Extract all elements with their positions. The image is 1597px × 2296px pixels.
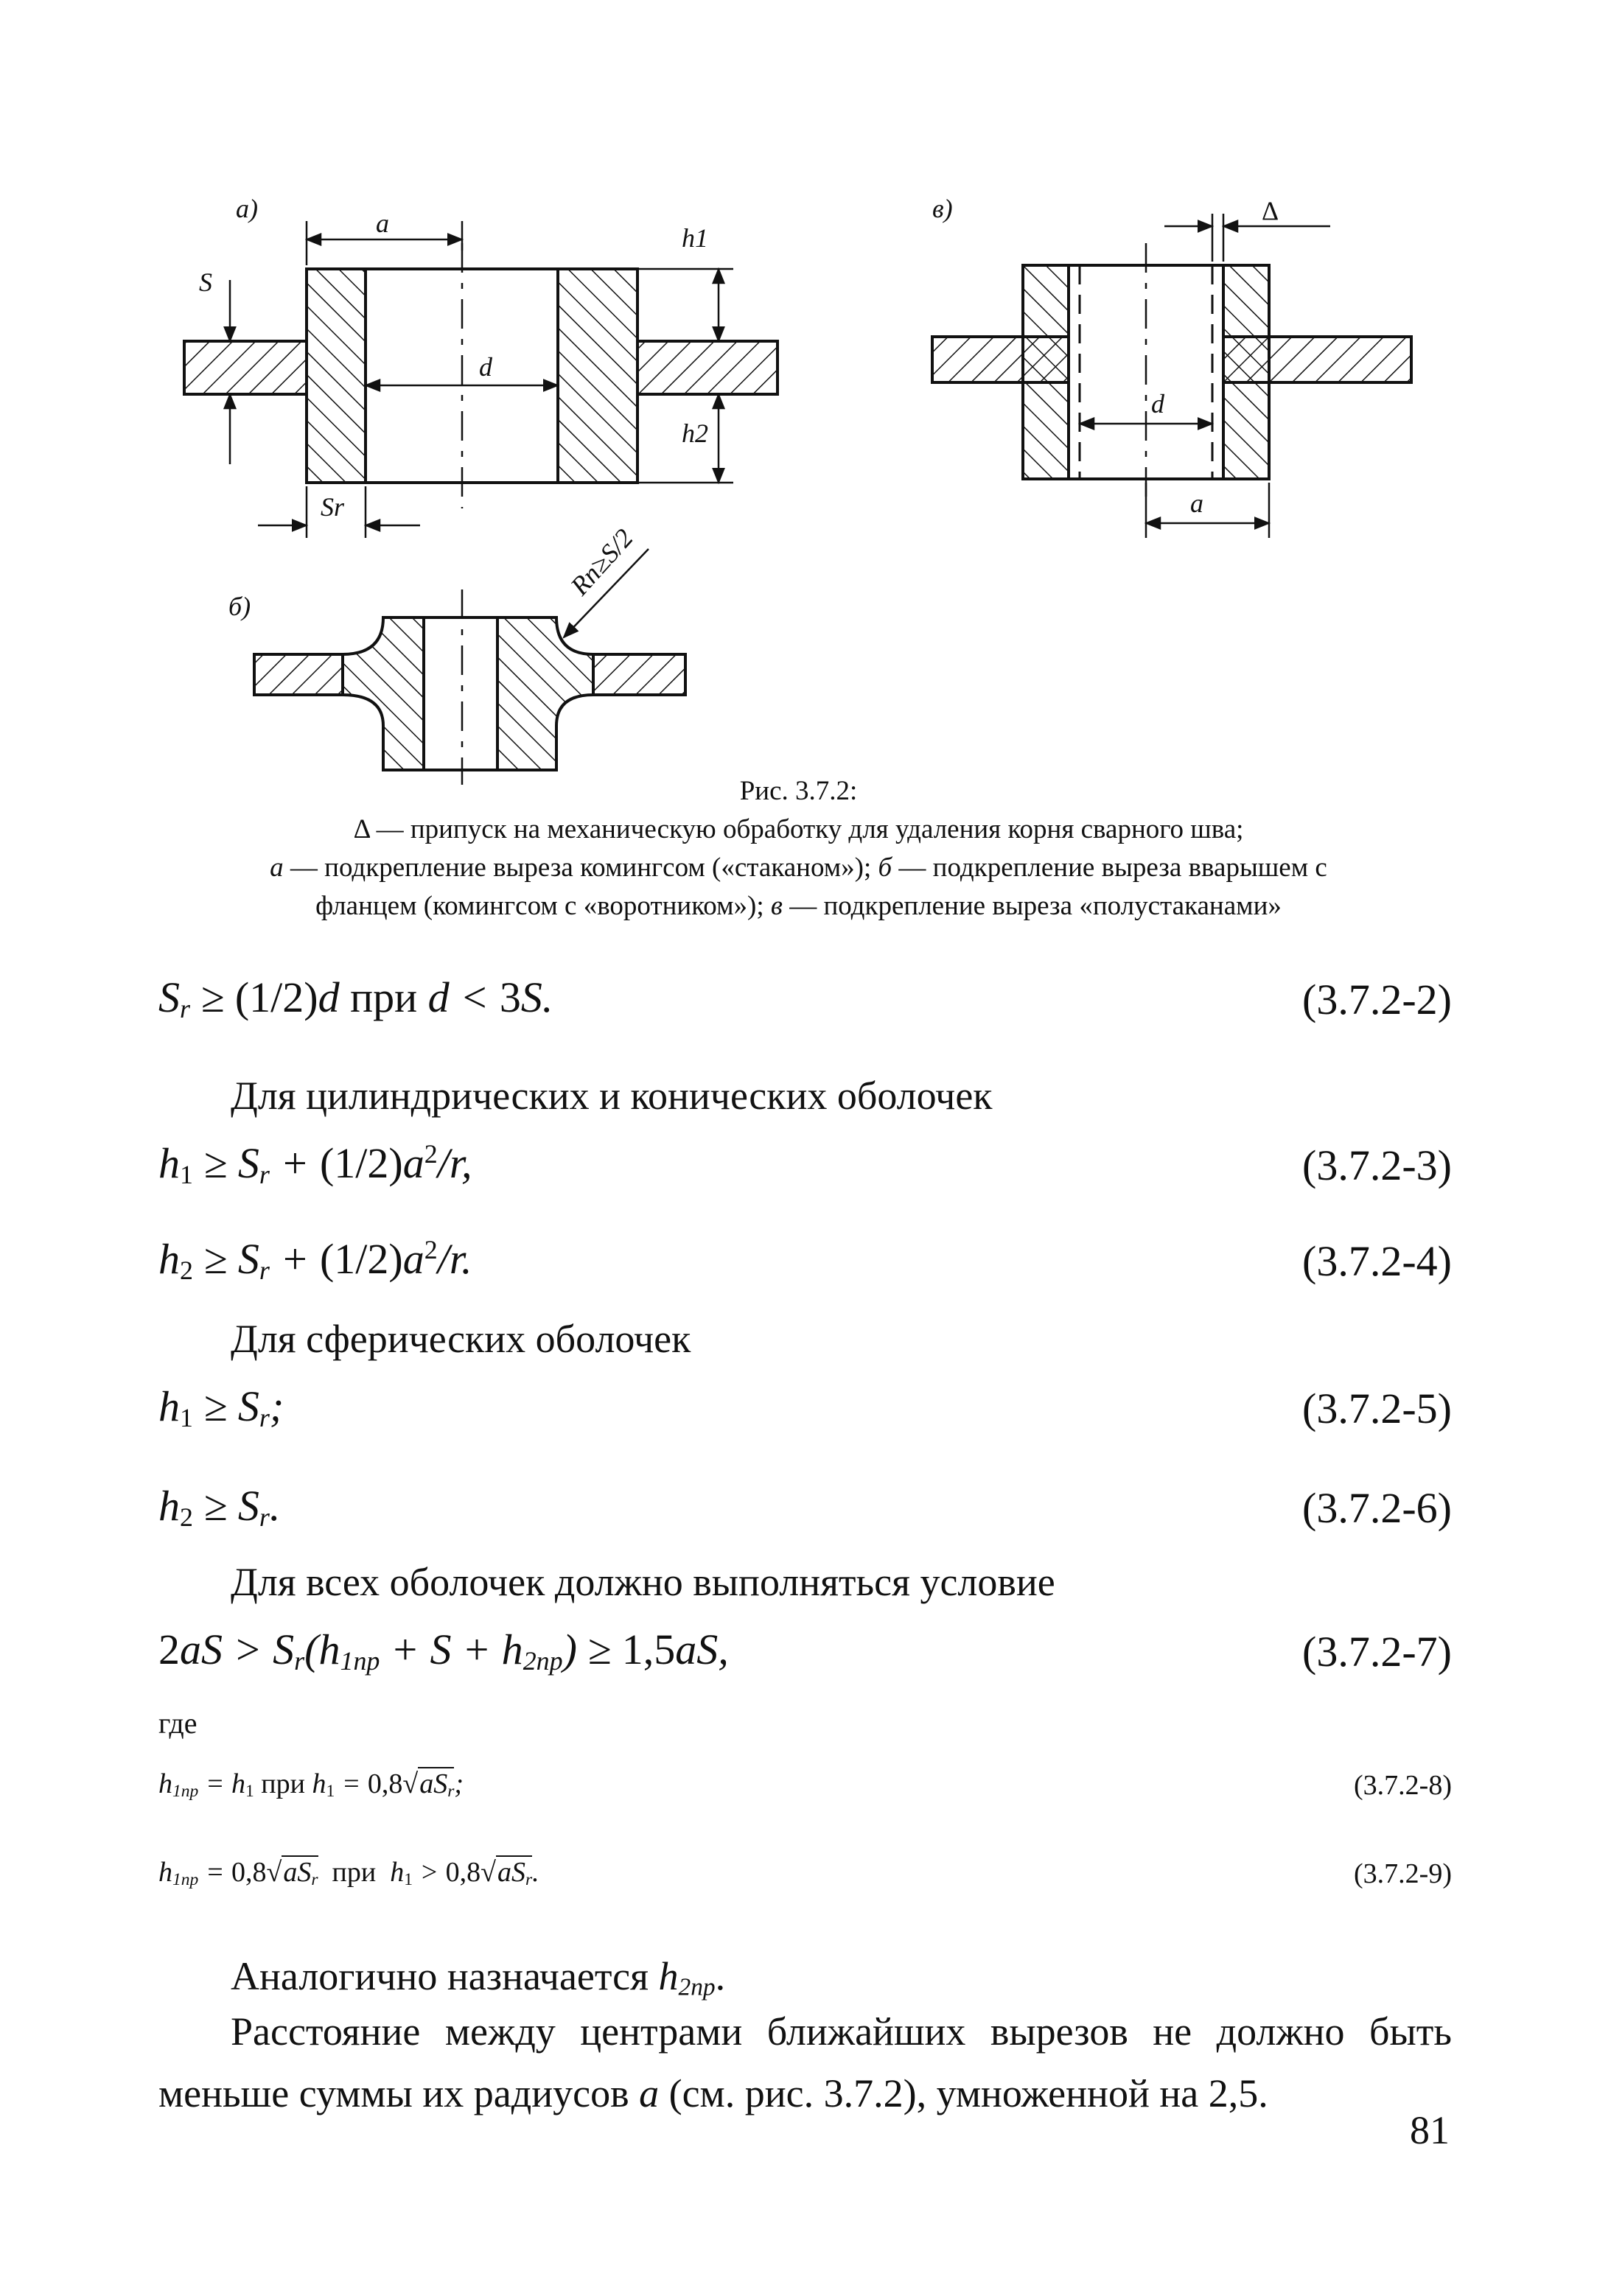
text-all-shells: Для всех оболочек должно выполняться условие: [231, 1560, 1055, 1604]
equation-3-7-2-5: $h_1 \ge S_r$; (3.7.2-5): [158, 1382, 1452, 1432]
figure-3-7-2: [0, 0, 1597, 825]
caption-line-1: Δ — припуск на механическую обработку для удаления корня сварного шва;: [353, 814, 1244, 844]
panel-a-dim-S: S: [199, 267, 212, 297]
caption-line-2: а — подкрепление выреза комингсом («стаканом»); б — подкрепление выреза вварышем с: [270, 853, 1327, 883]
panel-b-drawing: [254, 549, 685, 785]
panel-a-dim-a: a: [376, 209, 389, 238]
panel-v-drawing: [932, 214, 1411, 538]
equation-3-7-2-9: $h_{1пр} = 0,8√aS_r$ при $h_1 > 0,8√aS_r$. (3.7.2-9): [158, 1856, 1452, 1889]
equation-3-7-2-6: $h_2 \ge S_r$. (3.7.2-6): [158, 1482, 1452, 1532]
equation-3-7-2-3: $h_1 \ge S_r + (1/2)a^2/r$, (3.7.2-3): [158, 1139, 1452, 1189]
figure-caption: [147, 772, 1450, 925]
panel-v-dim-d: d: [1151, 389, 1164, 419]
text-distance: Расстояние между центрами ближайших вырезов не должно быть меньше суммы их радиусов а (см. рис. 3.7.2), умноженной на 2,5.: [158, 2009, 1452, 2115]
equation-3-7-2-4: $h_2 \ge S_r + (1/2)a^2/r$. (3.7.2-4): [158, 1235, 1452, 1285]
text-analogous: Аналогично назначается $h_{2пр}$.: [231, 1954, 726, 2001]
panel-a-dim-h1: h1: [682, 223, 708, 253]
panel-a-dim-Sr: Sr: [321, 492, 345, 522]
text-cylindrical: Для цилиндрических и конических оболочек: [231, 1074, 993, 1118]
panel-v-dim-a: a: [1190, 489, 1203, 518]
equation-3-7-2-8: $h_{1пр} = h_1$ при $h_1 = 0,8√aS_r$; (3.7.2-8): [158, 1768, 1452, 1801]
text-where: где: [158, 1707, 198, 1740]
panel-b-tag: б): [228, 592, 251, 621]
caption-title: Рис. 3.7.2:: [739, 776, 858, 806]
panel-b-radius-label: Rn≥S/2: [565, 523, 639, 601]
panel-v-tag: в): [932, 194, 953, 223]
panel-a-dim-d: d: [479, 352, 492, 382]
equation-3-7-2-2: $S_r \ge (1/2)d$ при d < 3S. (3.7.2-2): [158, 973, 1452, 1023]
panel-v-dim-delta: Δ: [1262, 196, 1279, 225]
equation-3-7-2-7: $2aS > S_r(h_{1пр} + S + h_{2пр}) \ge 1,5aS$, (3.7.2-7): [158, 1625, 1452, 1676]
panel-a-dim-h2: h2: [682, 419, 708, 448]
page-number: 81: [1410, 2108, 1450, 2152]
text-spherical: Для сферических оболочек: [231, 1317, 691, 1361]
panel-a-tag: а): [236, 194, 258, 223]
caption-line-3: фланцем (комингсом с «воротником»); в — подкрепление выреза «полустаканами»: [315, 891, 1282, 921]
